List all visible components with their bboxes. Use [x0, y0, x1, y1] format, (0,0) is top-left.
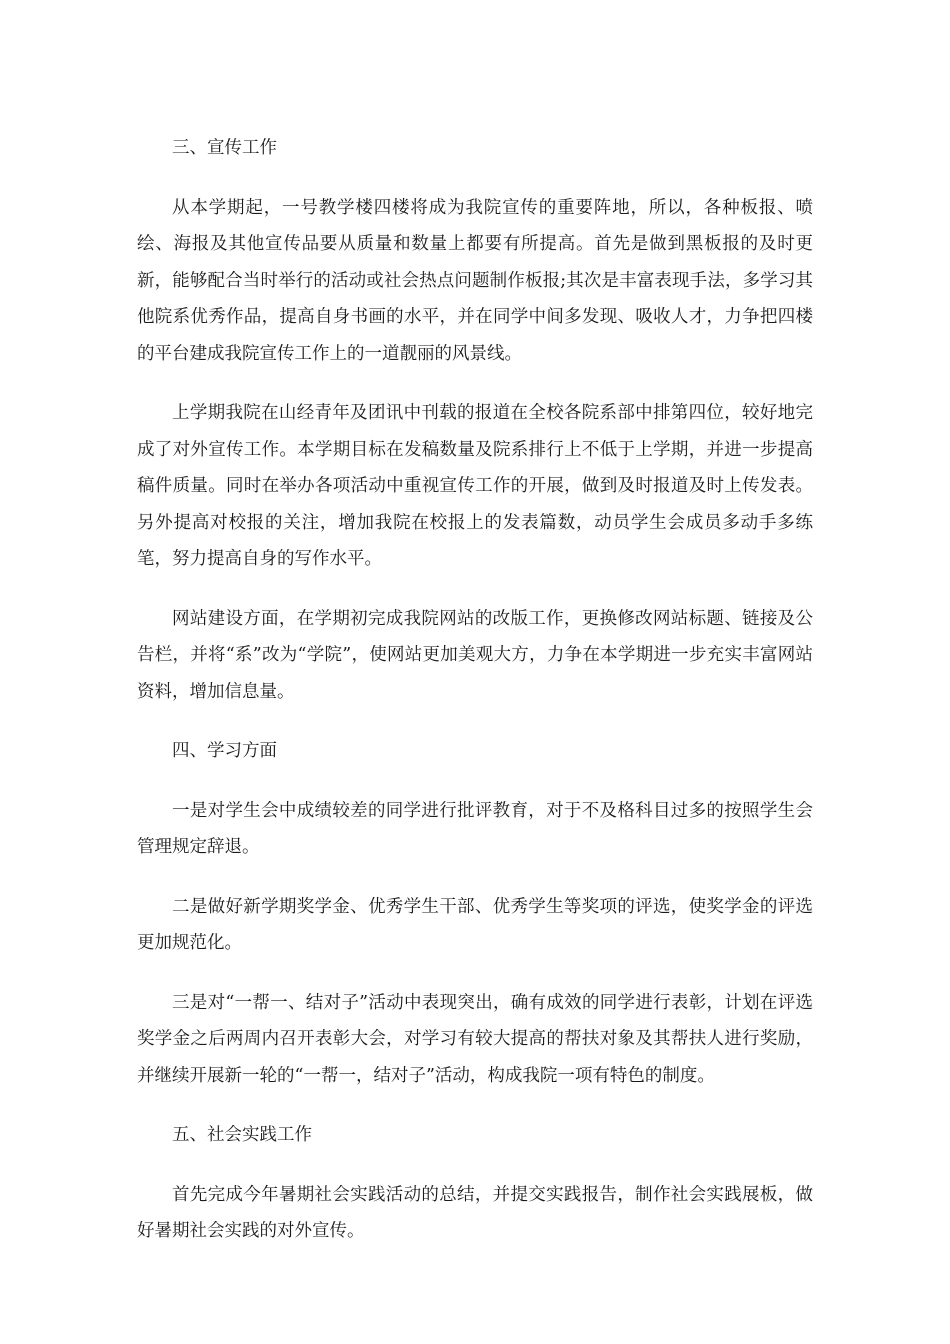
paragraph-study-three: 三是对“一帮一、结对子”活动中表现突出，确有成效的同学进行表彰，计划在评选奖学金之后两周内召开表彰大会，对学习有较大提高的帮扶对象及其帮扶人进行奖励，并继续开展新一轮的“一帮一，结对子”活动，构成我院一项有特色的制度。: [137, 992, 813, 1086]
section-heading-publicity: 三、宣传工作: [172, 138, 277, 158]
paragraph-study-one: 一是对学生会中成绩较差的同学进行批评教育，对于不及格科目过多的按照学生会管理规定辞退。: [137, 800, 813, 857]
section-heading-social-practice: 五、社会实践工作: [172, 1125, 312, 1145]
paragraph-publicity-floor: 从本学期起，一号教学楼四楼将成为我院宣传的重要阵地，所以，各种板报、喷绘、海报及其他宣传品要从质量和数量上都要有所提高。首先是做到黑板报的及时更新，能够配合当时举行的活动或社会热点问题制作板报;其次是丰富表现手法，多学习其他院系优秀作品，提高自身书画的水平，并在同学中间多发现、吸收人才，力争把四楼的平台建成我院宣传工作上的一道靓丽的风景线。: [137, 197, 813, 364]
paragraph-publicity-website: 网站建设方面，在学期初完成我院网站的改版工作，更换修改网站标题、链接及公告栏，并将“系”改为“学院”，使网站更加美观大方，力争在本学期进一步充实丰富网站资料，增加信息量。: [137, 608, 813, 702]
section-heading-study: 四、学习方面: [172, 741, 277, 761]
paragraph-study-two: 二是做好新学期奖学金、优秀学生干部、优秀学生等奖项的评选，使奖学金的评选更加规范化。: [137, 896, 813, 953]
paragraph-social-practice: 首先完成今年暑期社会实践活动的总结，并提交实践报告，制作社会实践展板，做好暑期社会实践的对外宣传。: [137, 1184, 813, 1241]
paragraph-publicity-reports: 上学期我院在山经青年及团讯中刊载的报道在全校各院系部中排第四位，较好地完成了对外宣传工作。本学期目标在发稿数量及院系排行上不低于上学期，并进一步提高稿件质量。同时在举办各项活动中重视宣传工作的开展，做到及时报道及时上传发表。另外提高对校报的关注，增加我院在校报上的发表篇数，动员学生会成员多动手多练笔，努力提高自身的写作水平。: [137, 403, 813, 569]
document-body: [137, 130, 813, 1273]
